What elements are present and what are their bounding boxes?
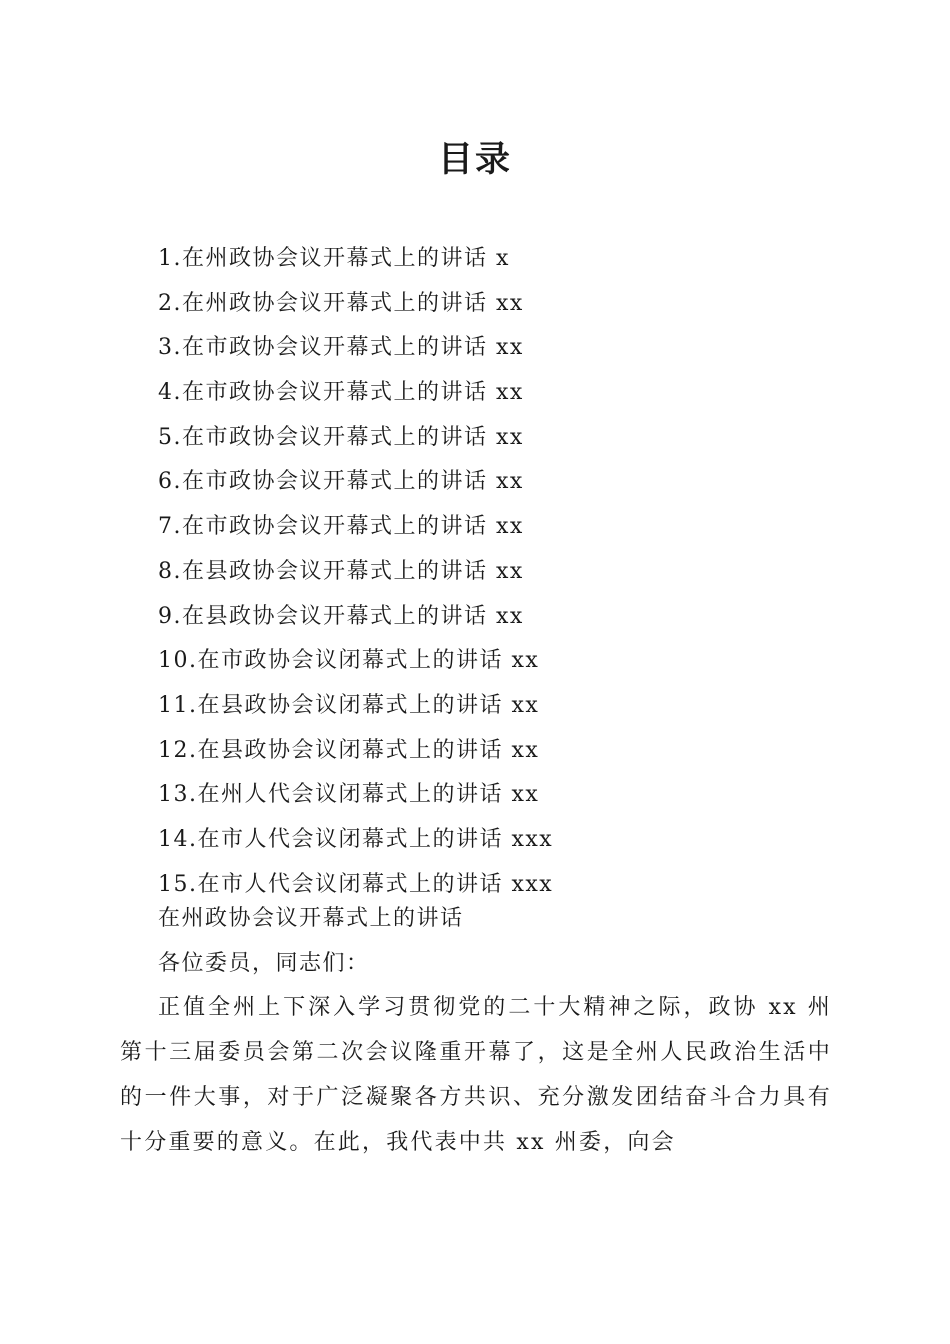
toc-item: 14.在市人代会议闭幕式上的讲话 xxx	[158, 826, 554, 852]
toc-item: 3.在市政协会议开幕式上的讲话 xx	[158, 335, 524, 361]
toc-item: 10.在市政协会议闭幕式上的讲话 xx	[158, 648, 540, 674]
body-paragraph: 正值全州上下深入学习贯彻党的二十大精神之际，政协 xx 州第十三届委员会第二次会议隆重开幕了，这是全州人民政治生活中的一件大事，对于广泛凝聚各方共识、充分激发团结奋斗合力具有十分重要的意义。在此，我代表中共 xx 州委，向会	[120, 995, 832, 1155]
toc-item: 11.在县政协会议闭幕式上的讲话 xx	[158, 692, 540, 718]
toc-item: 5.在市政协会议开幕式上的讲话 xx	[158, 424, 524, 450]
section-heading: 在州政协会议开幕式上的讲话	[158, 906, 464, 931]
table-of-contents	[158, 237, 553, 907]
toc-item: 8.在县政协会议开幕式上的讲话 xx	[158, 558, 524, 584]
greeting: 各位委员，同志们：	[158, 950, 370, 976]
toc-item: 7.在市政协会议开幕式上的讲话 xx	[158, 514, 524, 540]
speech-body	[120, 897, 832, 1165]
toc-item: 4.在市政协会议开幕式上的讲话 xx	[158, 380, 524, 406]
toc-item: 13.在州人代会议闭幕式上的讲话 xx	[158, 782, 540, 808]
toc-item: 12.在县政协会议闭幕式上的讲话 xx	[158, 737, 540, 763]
toc-item: 1.在州政协会议开幕式上的讲话 x	[158, 246, 510, 271]
toc-item: 2.在州政协会议开幕式上的讲话 xx	[158, 290, 524, 316]
toc-item: 9.在县政协会议开幕式上的讲话 xx	[158, 603, 524, 629]
page-title: 目录	[437, 139, 512, 180]
toc-item: 6.在市政协会议开幕式上的讲话 xx	[158, 469, 524, 495]
toc-item: 15.在市人代会议闭幕式上的讲话 xxx	[158, 871, 554, 897]
